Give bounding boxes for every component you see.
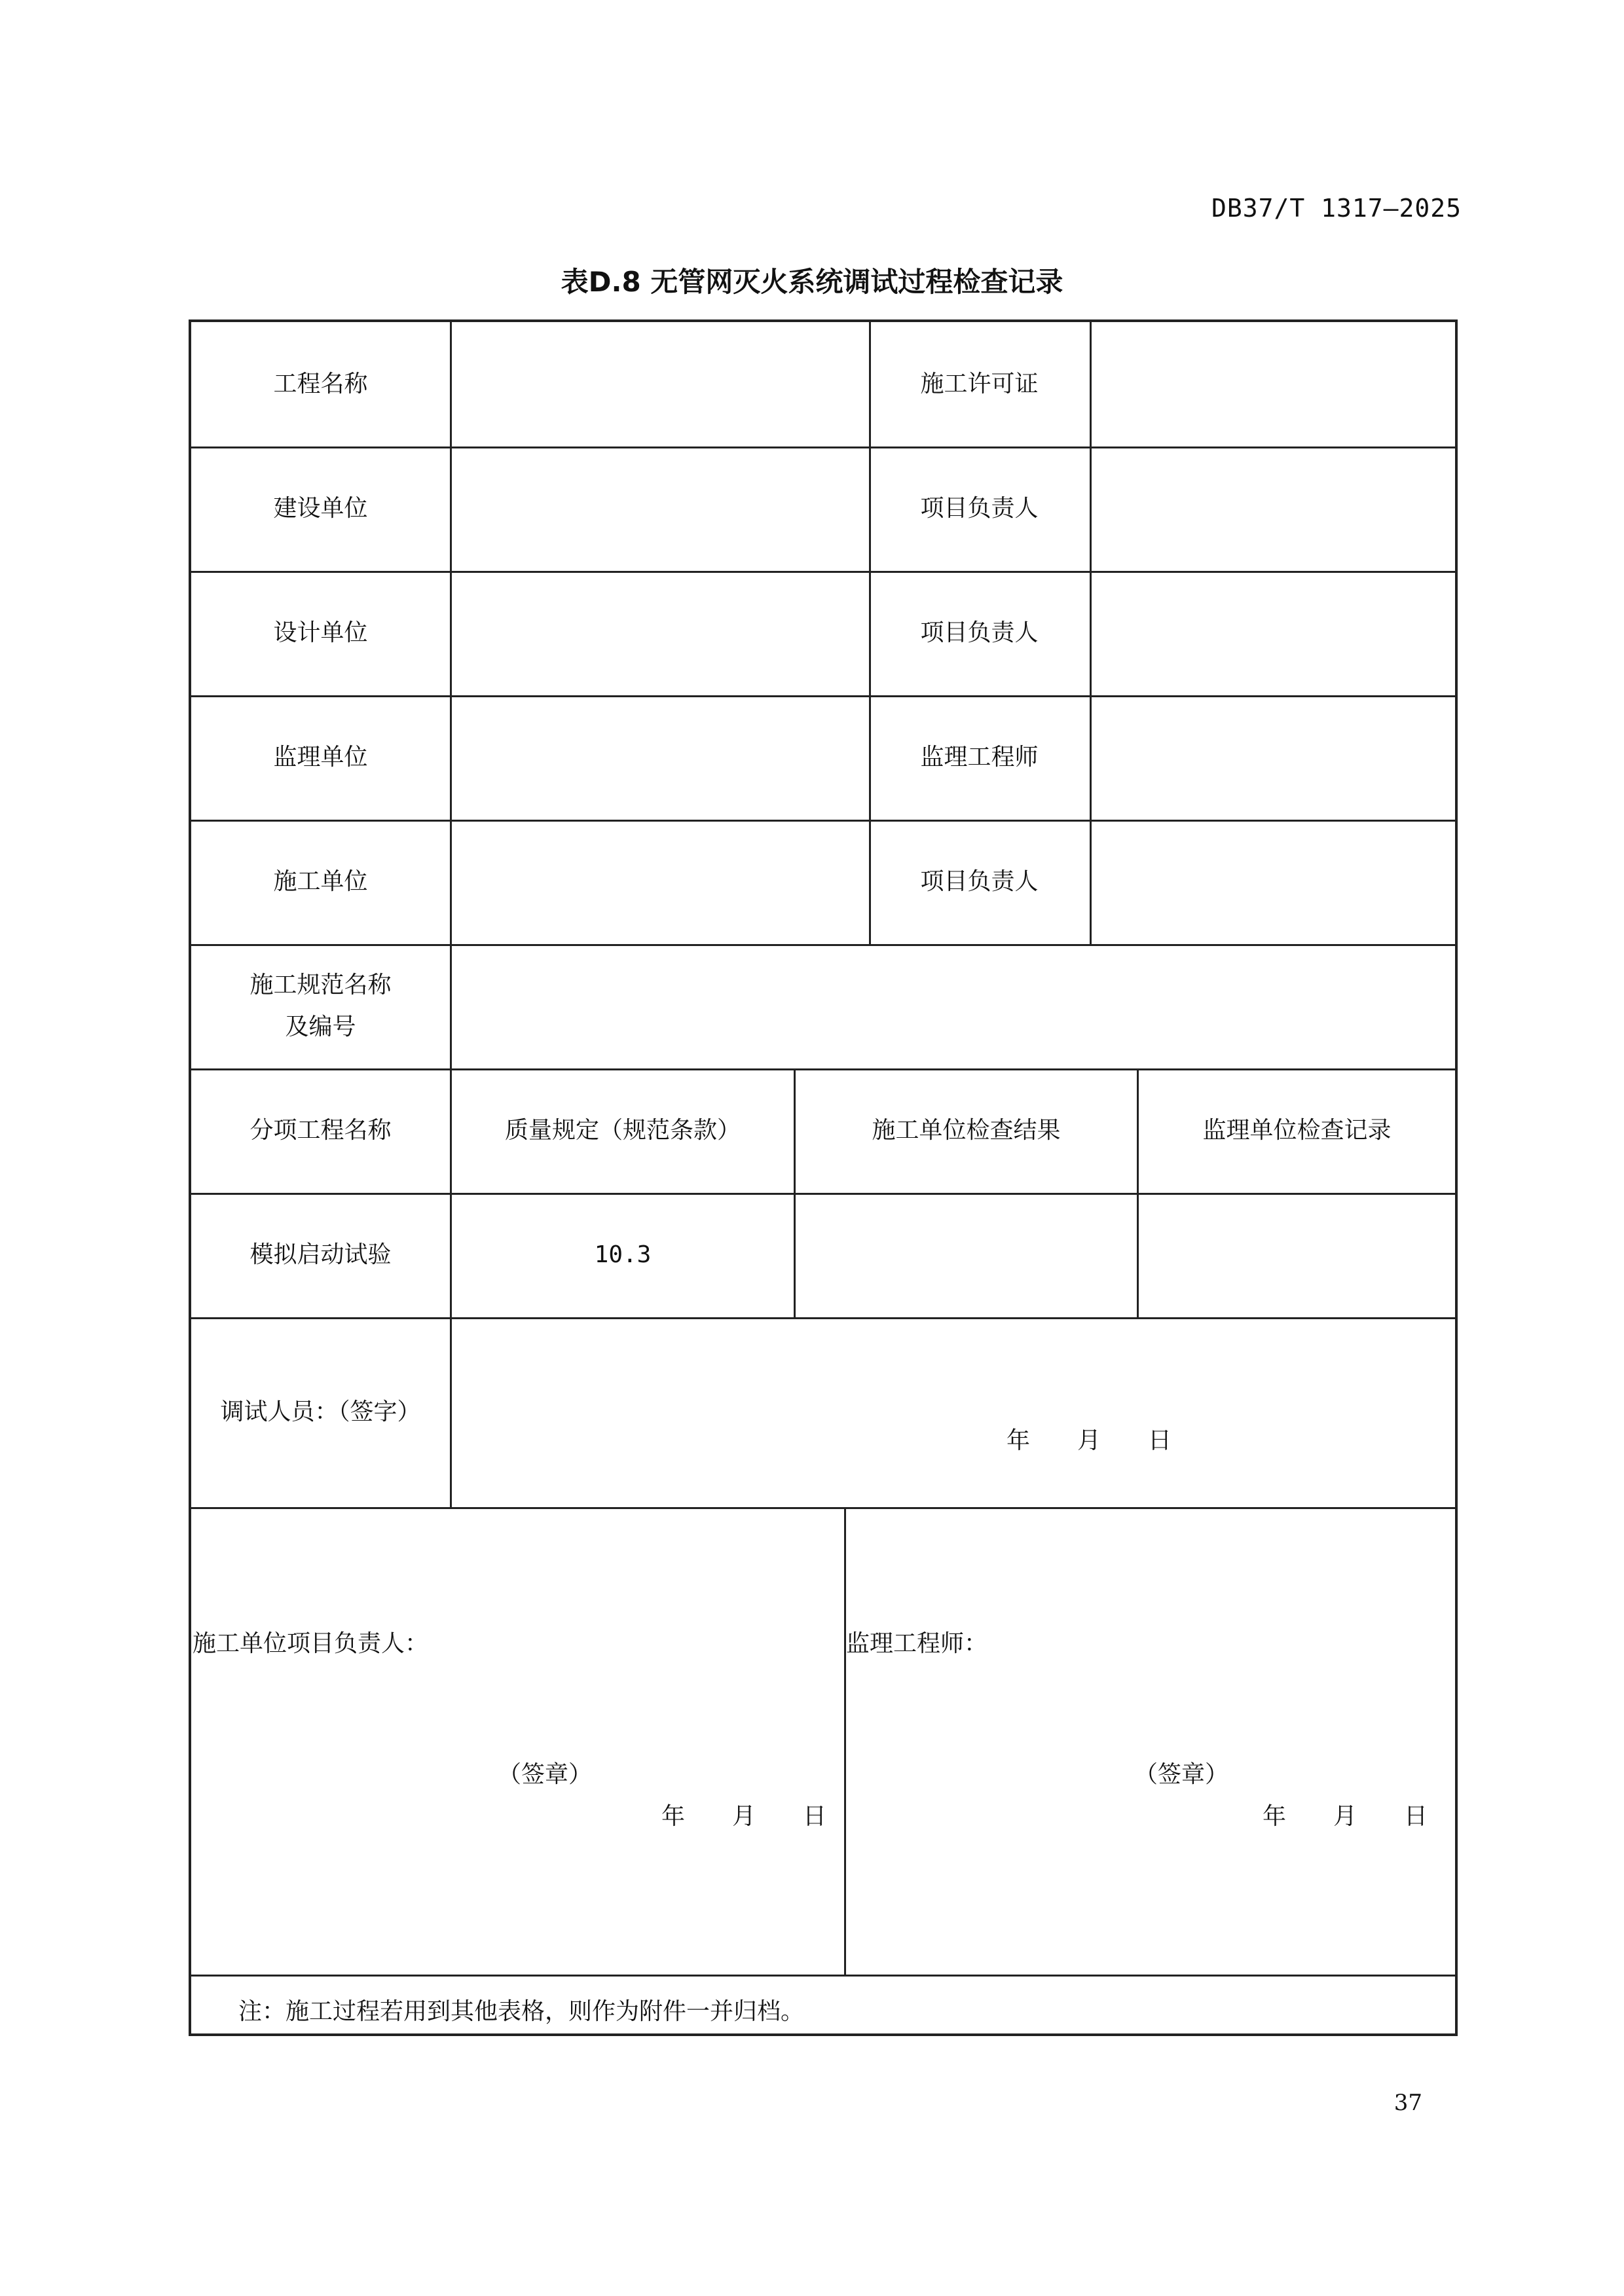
project-name-field[interactable] <box>452 322 869 446</box>
label-design-unit: 设计单位 <box>273 619 368 646</box>
standard-code: DB37/T 1317—2025 <box>1211 194 1462 223</box>
col-header-quality-rule: 质量规定（规范条款） <box>504 1117 741 1144</box>
construction-manager-field[interactable] <box>1092 820 1455 944</box>
label-design-manager: 项目负责人 <box>920 619 1039 646</box>
col-header-item-name: 分项工程名称 <box>249 1117 392 1144</box>
owner-unit-field[interactable] <box>452 446 869 571</box>
label-spec-name-and-number <box>191 944 450 1068</box>
supervision-sign-date: 年 月 日 <box>1263 1803 1428 1830</box>
construction-seal: （签章） <box>498 1761 593 1788</box>
note-text: 注：施工过程若用到其他表格，则作为附件一并归档。 <box>238 1998 805 2025</box>
construction-permit-field[interactable] <box>1092 322 1455 446</box>
form-title: 表D.8 无管网灭火系统调试过程检查记录 <box>561 266 1063 298</box>
label-supervision-unit: 监理单位 <box>273 744 368 771</box>
col-header-construction-check: 施工单位检查结果 <box>872 1117 1061 1144</box>
label-construction-project-manager: 施工单位项目负责人： <box>193 1630 429 1657</box>
supervision-unit-field[interactable] <box>452 695 869 820</box>
debug-date: 年 月 日 <box>1006 1427 1172 1454</box>
label-owner-manager: 项目负责人 <box>920 495 1039 522</box>
supervision-seal: （签章） <box>1134 1761 1229 1788</box>
item-name: 模拟启动试验 <box>249 1241 392 1268</box>
label-debug-personnel: 调试人员：（签字） <box>220 1398 421 1425</box>
record-form-table <box>189 319 1458 2036</box>
construction-check-result-field[interactable] <box>796 1193 1137 1317</box>
spec-name-field[interactable] <box>452 944 1455 1068</box>
label-project-name: 工程名称 <box>273 371 368 397</box>
label-construction-manager: 项目负责人 <box>920 868 1039 895</box>
construction-sign-date: 年 月 日 <box>661 1803 827 1830</box>
label-owner-unit: 建设单位 <box>273 495 368 522</box>
supervision-record-field[interactable] <box>1139 1193 1455 1317</box>
page-number: 37 <box>1393 2090 1422 2116</box>
label-supervising-engineer: 监理工程师 <box>920 744 1039 771</box>
col-header-supervision-record: 监理单位检查记录 <box>1202 1117 1392 1144</box>
design-unit-field[interactable] <box>452 571 869 695</box>
label-construction-unit: 施工单位 <box>273 868 368 895</box>
spec-label-line1: 施工规范名称 <box>249 972 392 998</box>
spec-label-line2: 及编号 <box>285 1013 356 1040</box>
label-supervising-engineer-sign: 监理工程师： <box>846 1630 988 1657</box>
design-manager-field[interactable] <box>1092 571 1455 695</box>
label-construction-permit: 施工许可证 <box>920 371 1039 397</box>
owner-manager-field[interactable] <box>1092 446 1455 571</box>
supervising-engineer-field[interactable] <box>1092 695 1455 820</box>
construction-unit-field[interactable] <box>452 820 869 944</box>
item-clause: 10.3 <box>594 1241 652 1268</box>
